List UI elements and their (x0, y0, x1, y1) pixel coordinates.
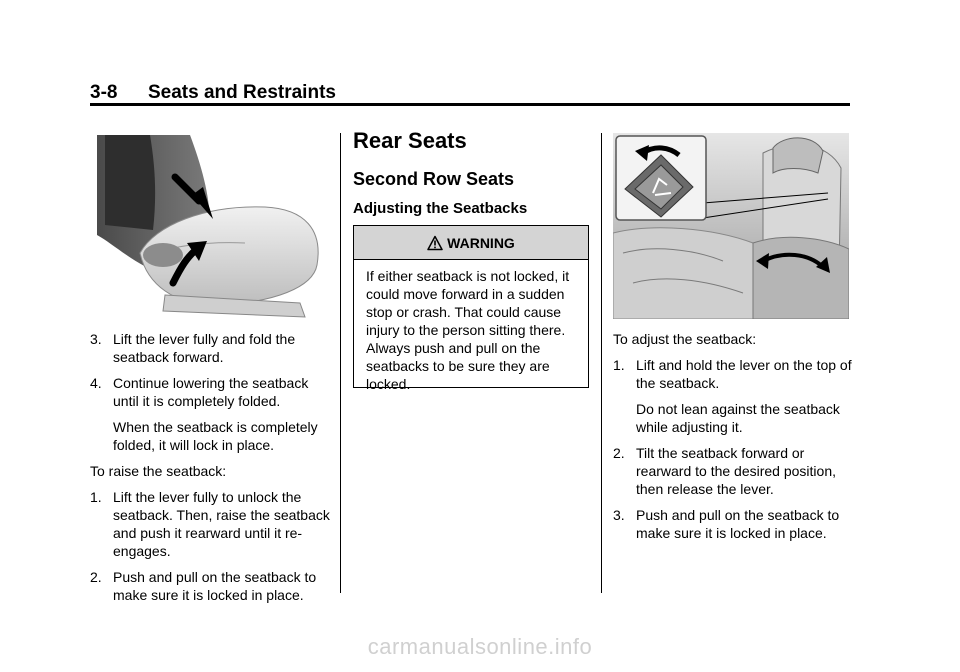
section-title: Seats and Restraints (148, 82, 336, 103)
warning-label: WARNING (447, 234, 515, 251)
column-divider-right (601, 133, 602, 593)
list-item: 2. Tilt the seatback forward or rearward to the desired position, then release the lever. (613, 445, 836, 497)
middle-column (353, 128, 589, 218)
list-item: 1. Lift the lever fully to unlock the seatback. Then, raise the seatback and push it rearward until it re-engages. (90, 489, 330, 559)
adjust-note: Do not lean against the seatback while adjusting it. (636, 401, 840, 435)
warning-header (354, 226, 588, 260)
right-column (613, 330, 853, 550)
list-item: 3. Push and pull on the seatback to make sure it is locked in place. (613, 507, 840, 541)
section-number: 3-8 (90, 82, 118, 103)
heading-rear-seats: Rear Seats (353, 128, 467, 153)
warning-text: If either seatback is not locked, it could move forward in a sudden stop or crash. That could cause injury to the person sitting there. Always push and pull on the seatbacks to be sure they are locked. (366, 268, 570, 392)
seat-fold-illustration (95, 135, 325, 320)
warning-box (353, 225, 589, 392)
heading-second-row-seats: Second Row Seats (353, 169, 515, 189)
list-item: 1. Lift and hold the lever on the top of the seatback. (613, 357, 852, 391)
list-item: 4. Continue lowering the seatback until it is completely folded. (90, 375, 309, 409)
column-divider-left (340, 133, 341, 593)
rear-seat-illustration (613, 133, 849, 319)
adjust-intro: To adjust the seatback: (613, 331, 757, 347)
list-item: 2. Push and pull on the seatback to make sure it is locked in place. (90, 569, 317, 603)
list-item: 3. Lift the lever fully and fold the seatback forward. (90, 331, 296, 365)
fold-note: When the seatback is completely folded, it will lock in place. (113, 419, 318, 453)
warning-icon (427, 235, 443, 251)
raise-intro: To raise the seatback: (90, 463, 227, 479)
left-column (90, 330, 330, 612)
watermark: carmanualsonline.info (367, 634, 593, 659)
heading-adjusting-seatbacks: Adjusting the Seatbacks (353, 200, 528, 217)
page-header (90, 82, 850, 104)
header-rule (90, 103, 850, 106)
